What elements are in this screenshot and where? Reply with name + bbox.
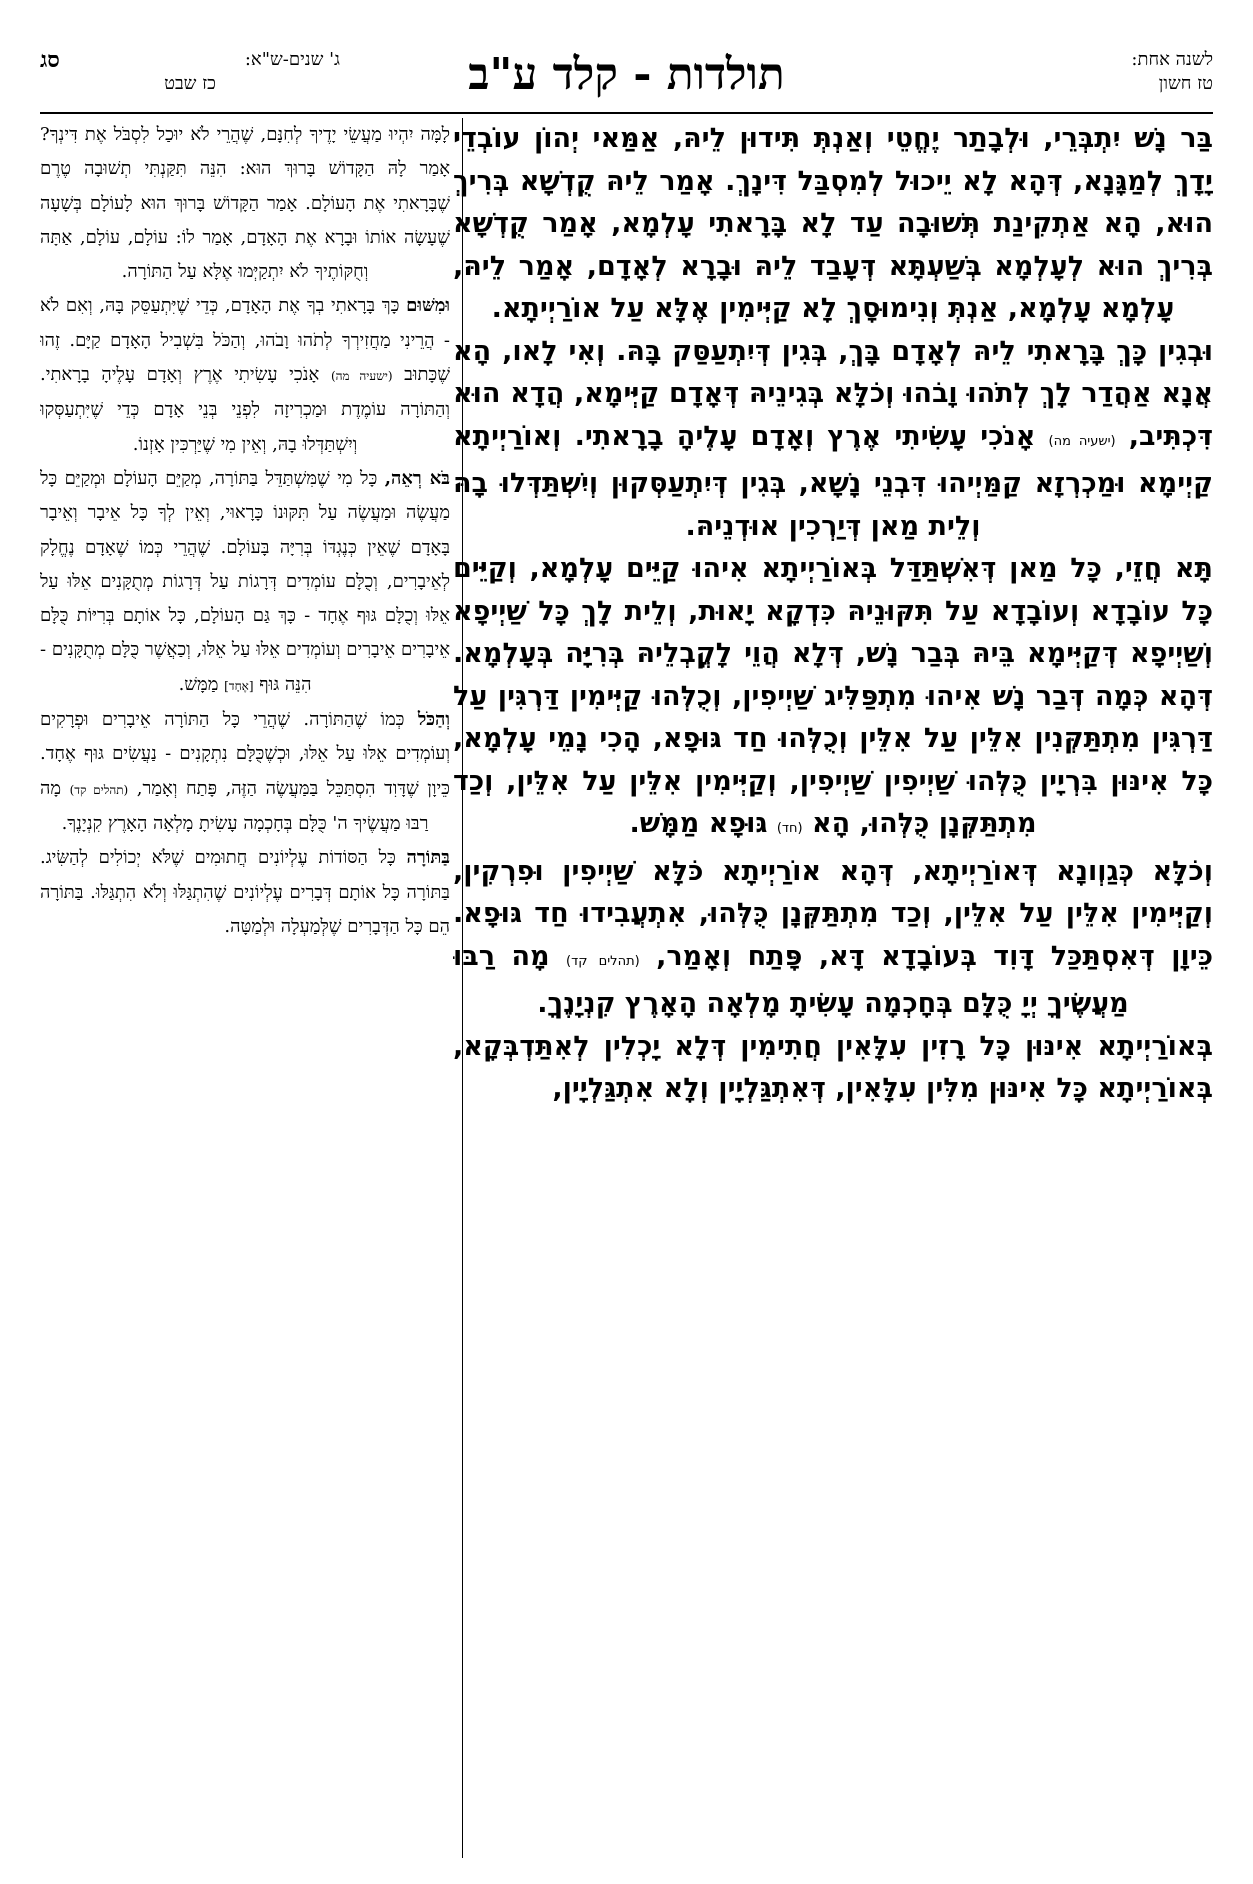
main-p5-opening: בְּאוֹרַיְיתָא (1097, 1030, 1213, 1062)
main-p2-text: וּבְגִין כָּךְ בָּרָאתִי לֵיהּ לְאָדָם בָּךְ, בְּגִין דְּיִתְעַסַּק בָּהּ. וְאִי לָאו, הָא אֲנָא אַהֲדַר לָךְ לְתֹהוּ וָבֹהוּ וְכֹלָּא בְּגִינֵיהּ דְּאָדָם קַיְּימָא, הֲדָא הוּא דִּכְתִּיב, (453, 335, 1213, 452)
side-p2-opening: וּמִשּׁוּם (406, 295, 450, 317)
side-p4-text: כְּמוֹ שֶׁהַתּוֹרָה. שֶׁהֲרֵי כָּל הַתּוֹרָה אֵיבָרִים וּפְרָקִים וְעוֹמְדִים אֵלּוּ עַל אֵלּוּ, וּכְשֶׁכֻּלָּם נִתְקָנִים - נַעֲשִׂים גּוּף אֶחָד. כֵּיוָן שֶׁדָּוִד הִסְתַּכֵּל בַּמַּעֲשֶׂה הַזֶּה, פָּתַח וְאָמַר, (40, 709, 450, 799)
header-date-left: כז שבט (164, 73, 216, 94)
main-p1-text: בַּר נָשׁ יִתְבְּרֵי, וּלְבָתַר יֶחֱטֵי וְאַנְתְּ תִּידוּן לֵיהּ, אַמַּאי יְהוֹן עוֹבְדֵי יָדָךְ לְמַגָּנָא, דְּהָא לָא יֵיכוּל לְמִסְבַּל דִּינָךְ. אָמַר לֵיהּ קֻדְשָׁא בְּרִיךְ הוּא, הָא אַתְקִינַת תְּשׁוּבָה עַד לָא בָּרָאתִי עָלְמָא, אָמַר קֻדְשָׁא בְּרִיךְ הוּא לְעָלְמָא בְּשַׁעְתָּא דְּעָבַד לֵיהּ וּבָרָא לְאָדָם, אָמַר לֵיהּ, עָלְמָא עָלְמָא, אַנְתְּ וְנִימוּסָךְ לָא קַיְּימִין אֶלָּא עַל אוֹרַיְיתָא. (453, 123, 1213, 324)
page-title: תולדות - קלד ע"ב (468, 49, 785, 100)
side-p3-text: כָּל מִי שֶׁמִּשְׁתַּדֵּל בַּתּוֹרָה, מְקַיֵּם הָעוֹלָם וּמְקַיֵּם כָּל מַעֲשֶׂה וּמַעֲשֶׂה עַל תִּקּוּנוֹ כָּרָאוּי, וְאֵין לְךָ כָּל אֵיבָר וְאֵיבָר בָּאָדָם שֶׁאֵין כְּנֶגְדּוֹ בְּרִיָּה בָּעוֹלָם. שֶׁהֲרֵי כְּמוֹ שֶׁאָדָם נֶחֱלָק לְאֵיבָרִים, וְכֻלָּם עוֹמְדִים דְּרָגוֹת עַל דְּרָגוֹת מְתֻקָּנִים אֵלּוּ עַל אֵלּוּ וְכֻלָּם גּוּף אֶחָד - כָּךְ גַּם הָעוֹלָם, כָּל אוֹתָם בְּרִיּוֹת כֻּלָּם אֵיבָרִים אֵיבָרִים וְעוֹמְדִים אֵלּוּ עַל אֵלּוּ, וְכַאֲשֶׁר כֻּלָּם מְתֻקָּנִים - הִנֵּה גּוּף (40, 467, 450, 695)
side-p4-text2: מָה רַבּוּ מַעֲשֶׂיךָ ה' כֻּלָּם בְּחָכְמָה עָשִׂיתָ מָלְאָה הָאָרֶץ קִנְיָנֶךָ. (40, 777, 429, 834)
side-paragraph-1 (40, 118, 450, 289)
main-p4-text: כְּגַוְונָא דְּאוֹרַיְיתָא, דְּהָא אוֹרַיְיתָא כֹּלָּא שַׁיְיפִין וּפִרְקִין, וְקַיְּימִין אִלֵּין עַל אִלֵּין, וְכַד מִתְתַּקְּנָן כֻּלְּהוּ, אִתְעֲבִידוּ חַד גּוּפָא. כֵּיוָן דְּאִסְתַּכַּל דָּוִד בְּעוֹבָדָא דָּא, פָּתַח וְאָמַר, (453, 855, 1213, 972)
main-paragraph-5 (453, 1026, 1213, 1111)
header-left (40, 48, 340, 96)
main-text-column (453, 118, 1213, 1858)
page-number: סג (40, 47, 60, 73)
header-date-right: טז חשון (1158, 73, 1213, 94)
main-p5-text: אִינּוּן כָּל רָזִין עִלָּאִין חֲתִימִין דְּלָא יָכְלִין לְאִתַּדְבְּקָא, בְּאוֹרַיְיתָא כָּל אִינּוּן מִלִּין עִלָּאִין, דְּאִתְגַּלְיָין וְלָא אִתְגַּלְיָין, (453, 1030, 1213, 1104)
side-p5-text: כָּל הַסּוֹדוֹת עֶלְיוֹנִים חֲתוּמִים שֶׁלֹּא יְכוֹלִים לְהַשִּׂיג. בַּתּוֹרָה כָּל אוֹתָם דְּבָרִים עֶלְיוֹנִים שֶׁהִתְגַּלּוּ וְלֹא הִתְגַּלּוּ. בַּתּוֹרָה הֵם כָּל הַדְּבָרִים שֶׁלְּמַעְלָה וּלְמַטָּה. (40, 847, 450, 937)
side-p4-opening: וְהַכֹּל (417, 709, 450, 731)
main-p3-citation: (חד) (776, 821, 803, 836)
main-p2-text2: אָנֹכִי עָשִׂיתִי אֶרֶץ וְאָדָם עָלֶיהָ בָרָאתִי. וְאוֹרַיְיתָא קַיְימָא וּמַכְרְזָא קַמַּיְיהוּ דִּבְנֵי נָשָׁא, בְּגִין דְּיִתְעַסְּקוּן וְיִשְׁתַּדְּלוּ בָהּ וְלֵית מַאן דְּיַרְכִין אוּדְנֵיהּ. (453, 420, 1213, 542)
page-header (40, 40, 1213, 110)
side-p4-citation: (תהלים קד) (69, 782, 129, 797)
main-p3-text: כָּל מַאן דְּאִשְׁתַּדַּל בְּאוֹרַיְיתָא אִיהוּ קַיֵּים עָלְמָא, וְקַיֵּים כָּל עוֹבָדָא וְעוֹבָדָא עַל תִּקּוּנֵיהּ כִּדְקָא יָאוּת, וְלֵית לָךְ כָּל שַׁיְיפָא וְשַׁיְיפָא דְּקַיְּימָא בֵּיהּ בְּבַר נָשׁ, דְּלָא הֲוֵי לָקֳבְלֵיהּ בְּרִיָּה בְּעָלְמָא. דְּהָא כְּמָה דְּבַר נָשׁ אִיהוּ מִתְפַּלִּיג שַׁיְיפִין, וְכֻלְּהוּ קַיְּימִין דַּרְגִּין עַל דַּרְגִּין מִתְתַּקְּנִין אִלֵּין עַל אִלֵּין וְכֻלְּהוּ חַד גּוּפָא, הָכִי נָמֵי עָלְמָא, כָּל אִינּוּן בִּרְיָין כֻּלְּהוּ שַׁיְיפִין שַׁיְיפִין, וְקַיְּימִין אִלֵּין עַל אִלֵּין, וְכַד מִתְתַּקְּנָן כֻּלְּהוּ, הָא (453, 553, 1213, 839)
column-divider (462, 118, 463, 1858)
main-p3-text2: גּוּפָא מַמָּשׁ. (629, 808, 768, 839)
side-p2-text: כָּךְ בָּרָאתִי בְךָ אֶת הָאָדָם, כְּדֵי שֶׁיִּתְעַסֵּק בָּהּ, וְאִם לֹא - הֲרֵינִי מַחֲזִירְךָ לְתֹהוּ וָבֹהוּ, וְהַכֹּל בִּשְׁבִיל הָאָדָם קַיָּם. זֶהוּ שֶׁכָּתוּב (40, 295, 450, 386)
side-p1-text: לָמָּה יִהְיוּ מַעֲשֵׂי יָדֶיךָ לְחִנָּם, שֶׁהֲרֵי לֹא יוּכַל לִסְבֹּל אֶת דִּינְךָ? אָמַר לָהּ הַקָּדוֹשׁ בָּרוּךְ הוּא: הִנֵּה תִּקַּנְתִּי תְשׁוּבָה טֶרֶם שֶׁבָּרָאתִי אֶת הָעוֹלָם. אָמַר הַקָּדוֹשׁ בָּרוּךְ הוּא לָעוֹלָם בְּשָׁעָה שֶׁעָשָׂה אוֹתוֹ וּבָרָא אֶת הָאָדָם, אָמַר לוֹ: עוֹלָם, עוֹלָם, אַתָּה וְחֻקּוֹתֶיךָ לֹא יִתְקַיְּמוּ אֶלָּא עַל הַתּוֹרָה. (40, 124, 450, 283)
header-schedule-left: ג' שנים-ש"א: (244, 49, 340, 70)
side-p3-citation: [אֶחָד] (224, 678, 254, 693)
main-paragraph-4 (453, 851, 1213, 1026)
side-p5-opening: בַּתּוֹרָה (406, 847, 450, 869)
main-paragraph-3 (453, 548, 1213, 851)
main-p2-citation: (ישעיה מה) (1048, 433, 1116, 449)
translation-column (40, 118, 450, 1858)
header-schedule-label: לשנה אחת: (1131, 49, 1213, 70)
header-rule (40, 112, 1213, 114)
main-p4-opening: וְכֹלָּא (1152, 855, 1213, 887)
side-p2-citation: (ישעיה מה) (330, 369, 393, 384)
main-paragraph-2 (453, 331, 1213, 549)
side-paragraph-4 (40, 703, 450, 841)
main-paragraph-1 (453, 118, 1213, 331)
side-paragraph-5 (40, 841, 450, 944)
main-p3-opening: תָּא חֲזֵי, (1114, 553, 1213, 584)
side-paragraph-3 (40, 462, 450, 703)
side-p3-text2: מַמָּשׁ. (178, 673, 219, 695)
main-p4-citation: (תהלים קד) (566, 953, 640, 969)
side-paragraph-2 (40, 289, 450, 461)
side-p3-opening: בֹּא רְאֵה, (384, 467, 450, 489)
main-p4-text2: מָה רַבּוּ מַעֲשֶׂיךָ יְיָ כֻּלָּם בְּחָכְמָה עָשִׂיתָ מָלְאָה הָאָרֶץ קִנְיָנֶךָ. (453, 940, 1129, 1019)
side-p2-text2: אָנֹכִי עָשִׂיתִי אֶרֶץ וְאָדָם עָלֶיהָ בָרָאתִי. וְהַתּוֹרָה עוֹמֶדֶת וּמַכְרִיזָה לִפְנֵי בְּנֵי אָדָם כְּדֵי שֶׁיִּתְעַסְּקוּ וְיִשְׁתַּדְּלוּ בָהּ, וְאֵין מִי שֶׁיַּרְכִּין אָזְנוֹ. (40, 364, 450, 455)
